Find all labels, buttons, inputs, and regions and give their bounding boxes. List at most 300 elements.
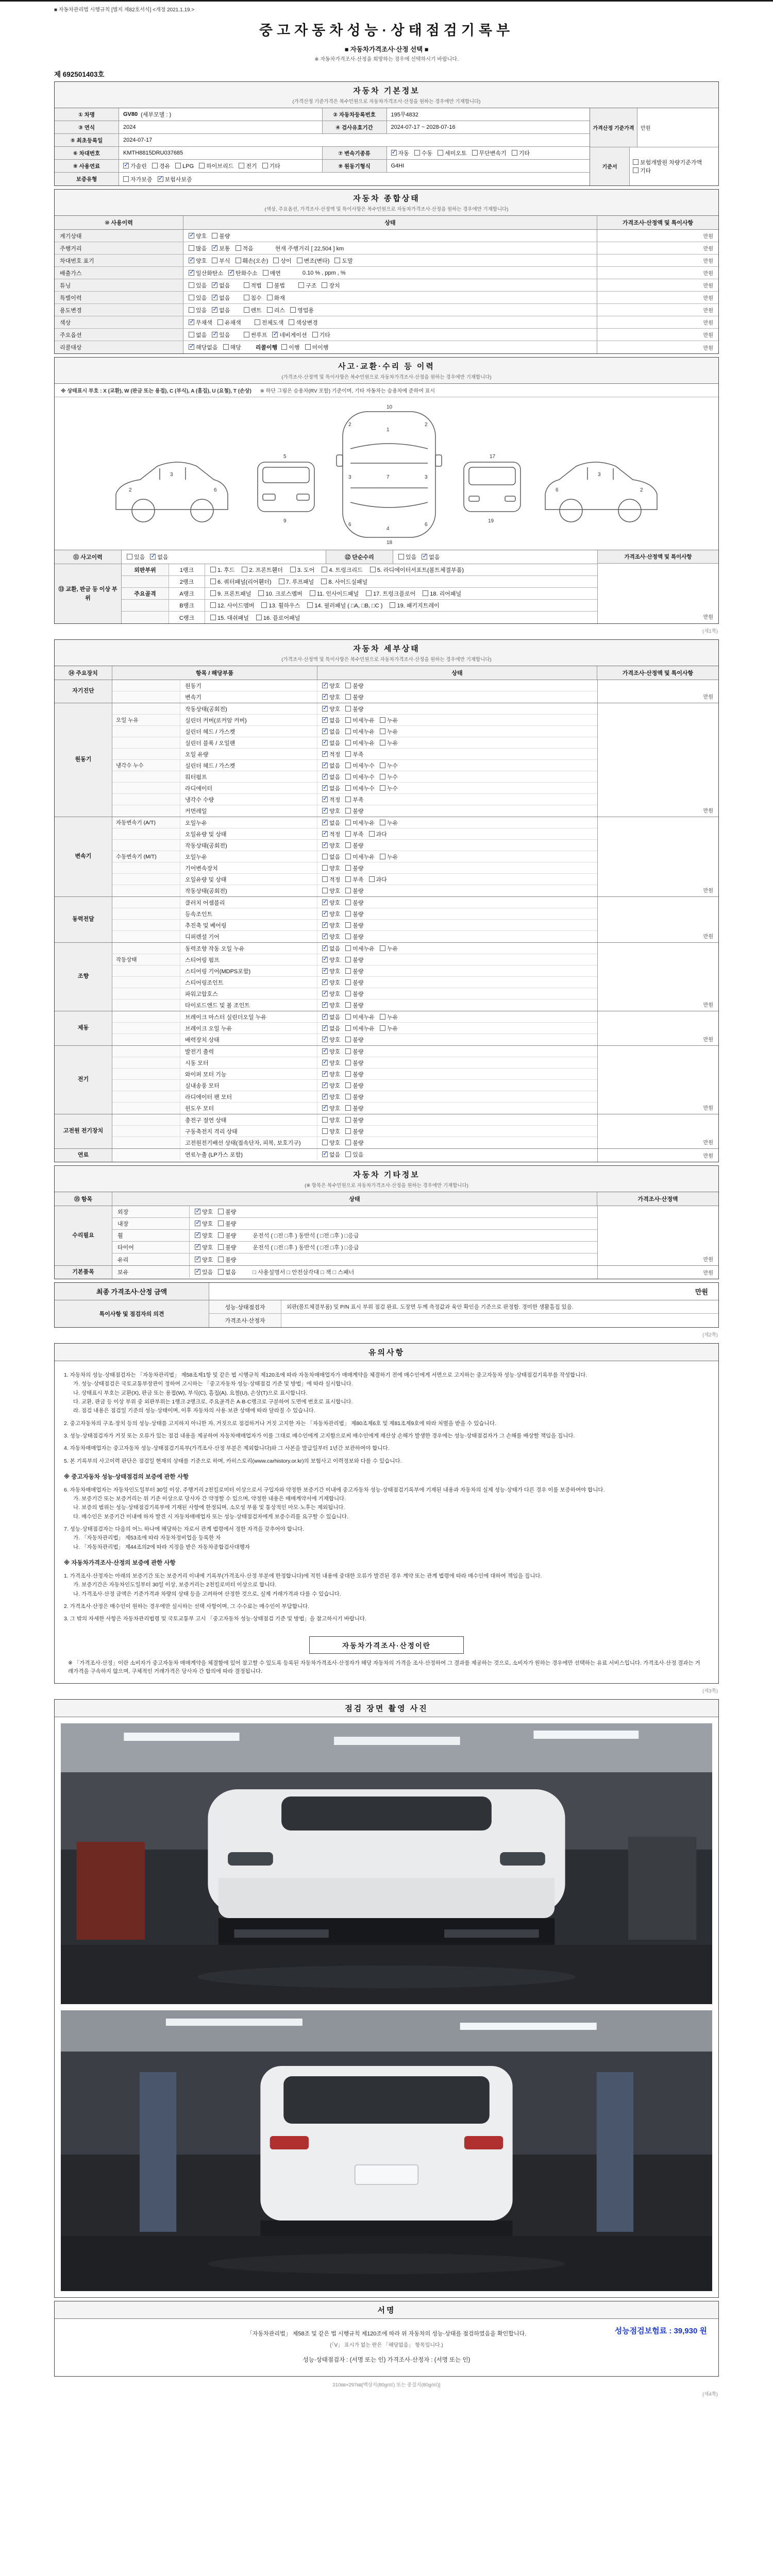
checkbox[interactable] <box>322 865 328 871</box>
checkbox-option[interactable]: 3. 도어 <box>290 566 314 574</box>
checkbox[interactable] <box>345 968 351 974</box>
checkbox[interactable] <box>322 922 328 928</box>
checkbox-option[interactable]: 부족 <box>345 832 363 838</box>
checkbox-option[interactable]: 양호 <box>322 888 340 894</box>
checkbox[interactable] <box>322 1105 328 1111</box>
checkbox-option[interactable]: ✓ 없음 <box>322 786 340 792</box>
checkbox-option[interactable]: 미세누수 <box>345 786 375 792</box>
checkbox[interactable] <box>212 295 217 300</box>
checkbox-option[interactable]: 있음 <box>189 283 207 289</box>
checkbox-option[interactable]: 없음 <box>218 1269 236 1276</box>
checkbox-option[interactable]: ✓ 양호 <box>322 1060 340 1066</box>
checkbox-option[interactable]: 불량 <box>345 1094 363 1100</box>
checkbox[interactable] <box>345 1037 351 1042</box>
checkbox-option[interactable]: 7. 루프패널 <box>279 578 314 586</box>
checkbox[interactable] <box>322 1048 328 1054</box>
checkbox[interactable] <box>123 163 129 168</box>
checkbox-option[interactable]: ✓ 적정 <box>322 752 340 758</box>
checkbox-option[interactable]: ✓ 적정 <box>322 797 340 803</box>
checkbox[interactable] <box>345 808 351 814</box>
checkbox[interactable] <box>345 1082 351 1088</box>
checkbox[interactable] <box>322 979 328 985</box>
checkbox[interactable] <box>334 258 340 263</box>
checkbox[interactable] <box>322 820 328 825</box>
checkbox-option[interactable]: ✓ 없음 <box>322 718 340 724</box>
checkbox-option[interactable]: ✓ 없음 <box>150 554 168 561</box>
checkbox[interactable] <box>244 282 249 288</box>
checkbox[interactable] <box>345 1140 351 1145</box>
checkbox[interactable] <box>195 1244 200 1250</box>
checkbox[interactable] <box>322 728 328 734</box>
checkbox-option[interactable]: 11. 인사이드패널 <box>310 589 359 598</box>
checkbox[interactable] <box>322 683 328 688</box>
checkbox[interactable] <box>218 1269 224 1275</box>
checkbox-option[interactable]: 장치 <box>322 283 340 289</box>
checkbox[interactable] <box>380 945 385 951</box>
checkbox-option[interactable]: ✓ 양호 <box>322 694 340 701</box>
checkbox-option[interactable]: 누수 <box>380 774 398 781</box>
checkbox[interactable] <box>322 876 328 882</box>
checkbox-option[interactable]: ✓ 없음 <box>212 283 230 289</box>
checkbox-option[interactable]: 누유 <box>380 718 398 724</box>
checkbox[interactable] <box>345 922 351 928</box>
checkbox-option[interactable]: 불량 <box>345 808 363 815</box>
checkbox[interactable] <box>322 911 328 917</box>
checkbox-option[interactable]: 13. 휠하우스 <box>261 601 300 609</box>
checkbox[interactable] <box>290 567 296 572</box>
checkbox[interactable] <box>345 934 351 939</box>
checkbox-option[interactable]: ✓ 양호 <box>195 1257 213 1263</box>
checkbox[interactable] <box>189 282 194 288</box>
checkbox-option[interactable]: ✓ 양호 <box>322 900 340 906</box>
checkbox-option[interactable]: 매연 <box>263 270 281 277</box>
checkbox[interactable] <box>633 159 638 165</box>
checkbox[interactable] <box>345 1094 351 1099</box>
checkbox-option[interactable]: ✓ 탄화수소 <box>228 270 258 277</box>
checkbox-option[interactable]: 불량 <box>218 1257 236 1263</box>
checkbox[interactable] <box>380 774 385 779</box>
checkbox-option[interactable]: 미세누유 <box>345 1026 375 1032</box>
checkbox-option[interactable]: ✓ 양호 <box>195 1221 213 1227</box>
checkbox-option[interactable]: ✓ 양호 <box>322 1003 340 1009</box>
checkbox-option[interactable]: 수동 <box>414 150 432 157</box>
checkbox[interactable] <box>322 1037 328 1042</box>
checkbox-option[interactable]: 불량 <box>345 1083 363 1089</box>
checkbox[interactable] <box>366 590 372 596</box>
checkbox-option[interactable]: ✓ 양호 <box>322 991 340 997</box>
checkbox-option[interactable]: ✓ 양호 <box>195 1209 213 1215</box>
checkbox-option[interactable]: 있음 <box>127 554 145 561</box>
checkbox-option[interactable]: 경유 <box>152 163 170 170</box>
checkbox[interactable] <box>189 270 194 276</box>
checkbox-option[interactable]: 양호 <box>322 1140 340 1146</box>
checkbox-option[interactable]: 불량 <box>345 1106 363 1112</box>
checkbox[interactable] <box>228 270 234 276</box>
checkbox-option[interactable]: ✓ 일산화탄소 <box>189 270 223 277</box>
checkbox-option[interactable]: 없음 <box>189 332 207 338</box>
checkbox-option[interactable]: 전체도색 <box>255 320 284 326</box>
checkbox[interactable] <box>345 900 351 905</box>
checkbox[interactable] <box>212 282 217 288</box>
checkbox-option[interactable]: ✓ 없음 <box>322 1014 340 1021</box>
checkbox-option[interactable]: ✓ 없음 <box>322 729 340 735</box>
checkbox-option[interactable]: ✓ 양호 <box>322 1083 340 1089</box>
checkbox[interactable] <box>212 245 217 251</box>
checkbox[interactable] <box>423 590 428 596</box>
checkbox-option[interactable]: ✓ 양호 <box>322 1072 340 1078</box>
checkbox[interactable] <box>298 282 304 288</box>
checkbox[interactable] <box>322 567 327 572</box>
checkbox[interactable] <box>175 163 181 168</box>
checkbox[interactable] <box>345 831 351 837</box>
checkbox-option[interactable]: 이행 <box>281 345 299 351</box>
checkbox-option[interactable]: 누유 <box>380 1014 398 1021</box>
checkbox-option[interactable]: ✓ 양호 <box>322 980 340 986</box>
checkbox[interactable] <box>380 785 385 791</box>
checkbox[interactable] <box>322 796 328 802</box>
checkbox-option[interactable]: 누유 <box>380 729 398 735</box>
checkbox-option[interactable]: ✓ 양호 <box>322 683 340 689</box>
checkbox[interactable] <box>512 150 517 156</box>
checkbox-option[interactable]: 누유 <box>380 946 398 952</box>
checkbox-option[interactable]: 미세누수 <box>345 763 375 769</box>
checkbox[interactable] <box>321 579 327 584</box>
checkbox-option[interactable]: 8. 사이드실패널 <box>321 578 367 586</box>
checkbox-option[interactable]: 렌트 <box>244 308 262 314</box>
checkbox-option[interactable]: 적정 <box>322 877 340 883</box>
checkbox[interactable] <box>189 319 194 325</box>
checkbox[interactable] <box>472 150 478 156</box>
checkbox[interactable] <box>345 1002 351 1008</box>
checkbox[interactable] <box>189 258 194 263</box>
checkbox-option[interactable]: 해당 <box>223 345 241 351</box>
checkbox[interactable] <box>380 717 385 723</box>
checkbox[interactable] <box>150 554 156 560</box>
checkbox[interactable] <box>369 876 375 882</box>
checkbox-option[interactable]: 세미오토 <box>438 150 467 157</box>
checkbox[interactable] <box>398 554 404 560</box>
checkbox-option[interactable]: ✓ 양호 <box>322 706 340 713</box>
checkbox[interactable] <box>322 1128 328 1134</box>
checkbox-option[interactable]: 불량 <box>218 1245 236 1251</box>
checkbox-option[interactable]: 양호 <box>322 866 340 872</box>
checkbox-option[interactable]: 양호 <box>322 1129 340 1135</box>
checkbox-option[interactable]: 있음 <box>189 295 207 301</box>
checkbox-option[interactable]: ✓ 없음 <box>322 763 340 769</box>
checkbox-option[interactable]: ✓ 양호 <box>322 934 340 940</box>
checkbox[interactable] <box>345 945 351 951</box>
checkbox-option[interactable]: 불량 <box>345 911 363 918</box>
checkbox-option[interactable]: 불량 <box>212 233 230 240</box>
checkbox-option[interactable]: 누유 <box>380 820 398 826</box>
checkbox-option[interactable]: 썬루프 <box>244 332 267 338</box>
checkbox[interactable] <box>189 295 194 300</box>
checkbox-option[interactable]: 19. 패키지트레이 <box>390 601 439 609</box>
checkbox-option[interactable]: 10. 크로스멤버 <box>258 589 302 598</box>
checkbox[interactable] <box>189 245 194 251</box>
checkbox[interactable] <box>256 615 262 620</box>
checkbox-option[interactable]: ✓ 없음 <box>322 1026 340 1032</box>
checkbox-option[interactable]: 적법 <box>244 283 262 289</box>
checkbox-option[interactable]: 하이브리드 <box>199 163 233 170</box>
checkbox[interactable] <box>195 1232 200 1238</box>
checkbox-option[interactable]: LPG <box>175 163 194 170</box>
checkbox[interactable] <box>345 842 351 848</box>
checkbox-option[interactable]: 4. 트렁크리드 <box>322 566 362 574</box>
checkbox-option[interactable]: ✓ 양호 <box>322 1106 340 1112</box>
checkbox[interactable] <box>391 150 397 156</box>
checkbox-option[interactable]: 불법 <box>267 283 285 289</box>
checkbox[interactable] <box>210 602 216 608</box>
checkbox-option[interactable]: ✓ 양호 <box>322 1037 340 1043</box>
checkbox-option[interactable]: ✓ 가솔린 <box>123 163 147 170</box>
checkbox-option[interactable]: 유채색 <box>217 320 241 326</box>
checkbox[interactable] <box>322 1002 328 1008</box>
checkbox[interactable] <box>322 762 328 768</box>
checkbox-option[interactable]: ✓ 양호 <box>322 969 340 975</box>
checkbox[interactable] <box>262 163 268 168</box>
checkbox[interactable] <box>322 842 328 848</box>
checkbox[interactable] <box>345 888 351 893</box>
checkbox-option[interactable]: 불량 <box>345 683 363 689</box>
checkbox[interactable] <box>218 1221 224 1226</box>
checkbox[interactable] <box>212 258 217 263</box>
checkbox-option[interactable]: 많음 <box>189 246 207 252</box>
checkbox-option[interactable]: 훼손(오손) <box>236 258 268 264</box>
checkbox[interactable] <box>345 1151 351 1157</box>
checkbox[interactable] <box>322 1014 328 1020</box>
checkbox[interactable] <box>322 785 328 791</box>
checkbox-option[interactable]: 17. 트렁크플로어 <box>366 589 415 598</box>
checkbox-option[interactable]: ✓ 양호 <box>195 1245 213 1251</box>
checkbox-option[interactable]: 변조(변타) <box>297 258 330 264</box>
checkbox-option[interactable]: 불량 <box>345 694 363 701</box>
checkbox-option[interactable]: ✓ 있음 <box>195 1269 213 1276</box>
checkbox-option[interactable]: ✓ 양호 <box>322 911 340 918</box>
checkbox[interactable] <box>218 1244 224 1250</box>
checkbox-option[interactable]: ✓ 적정 <box>322 832 340 838</box>
checkbox[interactable] <box>310 590 315 596</box>
checkbox[interactable] <box>322 808 328 814</box>
checkbox[interactable] <box>345 854 351 859</box>
checkbox-option[interactable]: ✓ 보험사보증 <box>158 177 192 183</box>
checkbox-option[interactable]: 있음 <box>189 308 207 314</box>
checkbox[interactable] <box>380 820 385 825</box>
checkbox-option[interactable]: ✓ 양호 <box>322 1049 340 1055</box>
checkbox-option[interactable]: 불량 <box>345 991 363 997</box>
checkbox[interactable] <box>345 751 351 757</box>
checkbox[interactable] <box>297 258 303 263</box>
checkbox[interactable] <box>212 307 217 313</box>
checkbox[interactable] <box>345 1060 351 1065</box>
checkbox[interactable] <box>438 150 443 156</box>
checkbox-option[interactable]: ✓ 없음 <box>212 308 230 314</box>
checkbox[interactable] <box>345 740 351 745</box>
checkbox-option[interactable]: 불량 <box>345 1140 363 1146</box>
checkbox-option[interactable]: 미세누유 <box>345 729 375 735</box>
checkbox[interactable] <box>158 176 163 182</box>
checkbox[interactable] <box>345 1048 351 1054</box>
checkbox-option[interactable]: 12. 사이드멤버 <box>210 601 254 609</box>
checkbox-option[interactable]: ✓ 없음 <box>322 820 340 826</box>
checkbox-option[interactable]: 양호 <box>322 1117 340 1124</box>
checkbox-option[interactable]: ✓ 없음 <box>322 946 340 952</box>
checkbox[interactable] <box>217 319 223 325</box>
checkbox[interactable] <box>195 1269 200 1275</box>
checkbox[interactable] <box>380 728 385 734</box>
checkbox-option[interactable]: 6. 쿼터패널(리어휀더) <box>210 578 272 586</box>
checkbox-option[interactable]: 불량 <box>345 1117 363 1124</box>
checkbox-option[interactable]: 적음 <box>236 246 254 252</box>
checkbox[interactable] <box>390 602 395 608</box>
checkbox[interactable] <box>322 991 328 996</box>
checkbox[interactable] <box>345 1025 351 1031</box>
checkbox-option[interactable]: 부족 <box>345 752 363 758</box>
checkbox-option[interactable]: ✓ 없음 <box>322 774 340 781</box>
checkbox[interactable] <box>380 1025 385 1031</box>
checkbox-option[interactable]: 불량 <box>345 1060 363 1066</box>
checkbox[interactable] <box>218 1209 224 1214</box>
checkbox[interactable] <box>345 774 351 779</box>
checkbox-option[interactable]: ✓ 양호 <box>322 843 340 849</box>
checkbox-option[interactable]: 불량 <box>218 1209 236 1215</box>
checkbox[interactable] <box>345 865 351 871</box>
checkbox[interactable] <box>212 332 217 337</box>
checkbox[interactable] <box>380 740 385 745</box>
checkbox-option[interactable]: 불량 <box>345 969 363 975</box>
checkbox-option[interactable]: 14. 필러패널 ( □A, □B, □C ) <box>307 601 382 609</box>
checkbox-option[interactable]: 미세누유 <box>345 740 375 747</box>
checkbox[interactable] <box>290 307 296 313</box>
checkbox[interactable] <box>322 706 328 711</box>
checkbox[interactable] <box>255 319 260 325</box>
checkbox-option[interactable]: 1. 후드 <box>210 566 234 574</box>
checkbox-option[interactable]: ✓ 있음 <box>212 332 230 338</box>
checkbox[interactable] <box>322 740 328 745</box>
checkbox[interactable] <box>345 1071 351 1077</box>
checkbox[interactable] <box>189 344 194 350</box>
checkbox-option[interactable]: ✓ 양호 <box>322 808 340 815</box>
checkbox-option[interactable]: 미세누유 <box>345 1014 375 1021</box>
checkbox-option[interactable]: ✓ 없음 <box>422 554 440 561</box>
checkbox[interactable] <box>312 332 318 337</box>
checkbox[interactable] <box>322 751 328 757</box>
checkbox-option[interactable]: 5. 라디에이터서포트(볼트체결부품) <box>370 566 464 574</box>
checkbox[interactable] <box>267 307 273 313</box>
checkbox[interactable] <box>210 579 216 584</box>
checkbox[interactable] <box>322 774 328 779</box>
checkbox[interactable] <box>273 258 279 263</box>
checkbox[interactable] <box>322 945 328 951</box>
checkbox-option[interactable]: 보험개발원 차량기준가액 <box>633 160 702 166</box>
checkbox-option[interactable]: 화재 <box>267 295 285 301</box>
checkbox[interactable] <box>242 567 247 572</box>
checkbox[interactable] <box>307 602 313 608</box>
checkbox[interactable] <box>380 762 385 768</box>
checkbox-option[interactable]: 기타 <box>512 150 530 157</box>
checkbox[interactable] <box>322 854 328 859</box>
checkbox[interactable] <box>322 1082 328 1088</box>
checkbox[interactable] <box>380 854 385 859</box>
checkbox-option[interactable]: 과다 <box>369 832 387 838</box>
checkbox-option[interactable]: 기타 <box>633 168 651 174</box>
checkbox-option[interactable]: ✓ 없음 <box>212 295 230 301</box>
checkbox[interactable] <box>236 245 241 251</box>
checkbox[interactable] <box>189 332 194 337</box>
checkbox-option[interactable]: ✓ 양호 <box>322 957 340 963</box>
checkbox-option[interactable]: 미세누수 <box>345 774 375 781</box>
checkbox[interactable] <box>281 344 287 350</box>
checkbox-option[interactable]: 누수 <box>380 763 398 769</box>
checkbox[interactable] <box>305 344 311 350</box>
checkbox[interactable] <box>322 717 328 723</box>
checkbox[interactable] <box>152 163 158 168</box>
checkbox[interactable] <box>345 728 351 734</box>
checkbox-option[interactable]: 불량 <box>345 843 363 849</box>
checkbox[interactable] <box>345 957 351 962</box>
checkbox-option[interactable]: 9. 프론트패널 <box>210 589 251 598</box>
checkbox-option[interactable]: 과다 <box>369 877 387 883</box>
checkbox[interactable] <box>261 602 267 608</box>
checkbox[interactable] <box>244 332 249 337</box>
checkbox[interactable] <box>223 344 229 350</box>
checkbox-option[interactable]: 불량 <box>345 888 363 894</box>
checkbox[interactable] <box>322 968 328 974</box>
checkbox-option[interactable]: 불량 <box>345 1072 363 1078</box>
checkbox-option[interactable]: ✓ 자동 <box>391 150 409 157</box>
checkbox[interactable] <box>422 554 427 560</box>
checkbox[interactable] <box>123 176 129 182</box>
checkbox-option[interactable]: 불량 <box>345 706 363 713</box>
checkbox-option[interactable]: 미세누유 <box>345 718 375 724</box>
checkbox[interactable] <box>345 979 351 985</box>
checkbox[interactable] <box>345 911 351 917</box>
checkbox[interactable] <box>345 785 351 791</box>
checkbox[interactable] <box>239 163 244 168</box>
checkbox-option[interactable]: 불량 <box>345 1049 363 1055</box>
checkbox[interactable] <box>322 694 328 700</box>
checkbox[interactable] <box>322 934 328 939</box>
checkbox-option[interactable]: 18. 리어패널 <box>423 589 461 598</box>
checkbox-option[interactable]: 침수 <box>244 295 262 301</box>
checkbox-option[interactable]: ✓ 해당없음 <box>189 345 218 351</box>
checkbox-option[interactable]: 상이 <box>273 258 291 264</box>
checkbox[interactable] <box>345 1117 351 1123</box>
checkbox-option[interactable]: 있음 <box>398 554 416 561</box>
checkbox[interactable] <box>322 1094 328 1099</box>
checkbox[interactable] <box>633 167 638 173</box>
checkbox[interactable] <box>345 991 351 996</box>
checkbox[interactable] <box>345 1128 351 1134</box>
checkbox-option[interactable]: 미세누유 <box>345 946 375 952</box>
checkbox[interactable] <box>369 831 375 837</box>
checkbox-option[interactable]: 불량 <box>345 866 363 872</box>
checkbox-option[interactable]: 미세누유 <box>345 854 375 860</box>
checkbox[interactable] <box>258 590 264 596</box>
checkbox-option[interactable]: 누유 <box>380 1026 398 1032</box>
checkbox[interactable] <box>322 1071 328 1077</box>
checkbox-option[interactable]: 불량 <box>345 934 363 940</box>
checkbox[interactable] <box>322 831 328 837</box>
checkbox-option[interactable]: ✓ 없음 <box>322 1152 340 1158</box>
checkbox[interactable] <box>279 579 284 584</box>
checkbox[interactable] <box>289 319 294 325</box>
checkbox[interactable] <box>370 567 376 572</box>
checkbox-option[interactable]: 15. 대쉬패널 <box>210 614 249 622</box>
checkbox[interactable] <box>322 1060 328 1065</box>
checkbox-option[interactable]: 자가보증 <box>123 177 153 183</box>
checkbox-option[interactable]: 불량 <box>218 1233 236 1239</box>
